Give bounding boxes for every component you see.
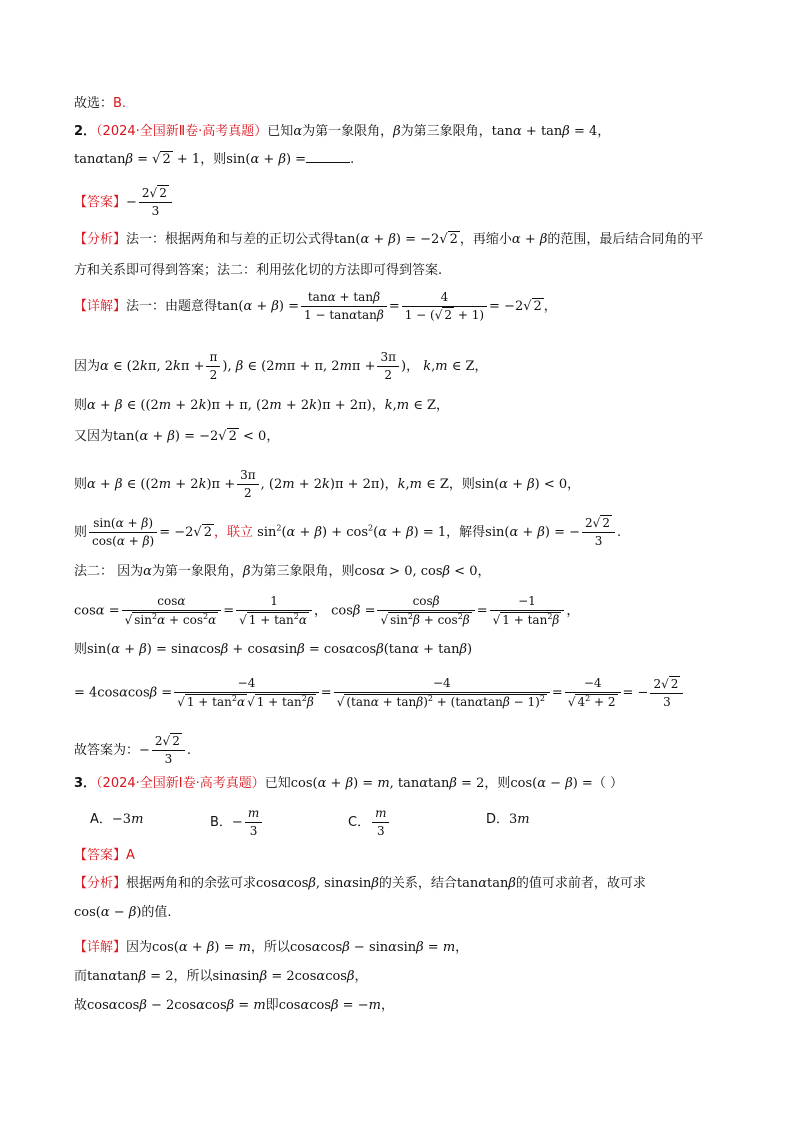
detail-line-22: 故cosαcosβ − 2cosαcosβ = m即cosαcosβ = −m， [74,998,394,1013]
detail-line-5: 因为α ∈ (2kπ, 2kπ + $\frac{\pi}{2}$ ), β ∈ (2mπ + π, 2mπ + $\frac{3\pi}{2}$ )， k,m ∈ Z， [74,350,488,382]
question-2: 2．（2024·全国新Ⅱ卷·高考真题）已知α为第一象限角，β为第三象限角，tanα + tanβ = 4， [74,124,611,139]
answer-blank [306,162,350,163]
final-answer-2: 故答案为：− $\frac{2√ 2}{3}$ . [74,734,191,766]
detail-3: 【详解】因为cos(α + β) = m，所以cosαcosβ − sinαsinβ = m， [74,940,469,955]
option-c: C． $\frac{m}{3}$ [348,806,391,839]
answer-2: 【答案】− $\frac{2√ 2}{3}$ [74,186,174,219]
q2-source: （2024·全国新Ⅱ卷·高考真题） [96,124,268,139]
detail-line-7: 又因为tan(α + β) = −2√ 2 < 0， [74,429,280,444]
option-b: B．− $\frac{m}{3}$ [210,806,264,839]
detail-line-9: 则 $\frac{\sin(\alpha + \beta)}{\cos(\alpha + \beta)}$ = −2√ 2 ，联立 $\sin^2(\alpha + \beta) + \cos^2(\alpha + \beta) = 1$，解得sin(α + β) = − $\frac{2√ 2}{3}$ . [74,516,622,548]
detail-line-11: cosα = $\frac{\cos\alpha}{√ \sin^2\alpha + \cos^2\alpha}$ = $\frac{1}{√ 1 + \tan^2\alpha}$ ， cosβ = $\frac{\cos\beta}{√ \sin^2\beta + \cos^2\beta}$ = $\frac{-1}{√ 1 + \tan^2\beta}$ ， [74,594,580,627]
analysis-3: 【分析】根据两角和的余弦可求cosαcosβ, sinαsinβ的关系，结合tanαtanβ的值可求前者，故可求 [74,876,646,891]
prev-answer-value: B. [113,96,127,111]
question-3: 3．（2024·全国新Ⅰ卷·高考真题）已知cos(α + β) = m, tanαtanβ = 2，则cos(α − β) =（ ） [74,776,623,791]
method-2-line: 法二： 因为α为第一象限角，β为第三象限角，则cosα > 0, cosβ < 0， [74,564,491,579]
answer-3: 【答案】A [74,848,135,863]
detail-2: 【详解】法一：由题意得tan(α + β) = $\frac{\tan\alpha + \tan\beta}{1 - \tan\alpha\tan\beta}$ = $\frac{4}{1 - (√ 2 + 1)}$ = −2√ 2 ， [74,290,557,322]
option-d: D．3m [486,812,530,827]
analysis-2-cont: 方和关系即可得到答案；法二：利用弦化切的方法即可得到答案. [74,263,443,278]
analysis-3-cont: cos(α − β)的值. [74,905,172,920]
detail-line-21: 而tanαtanβ = 2，所以sinαsinβ = 2cosαcosβ， [74,969,368,984]
prev-answer-line: 故选：B. [74,96,127,111]
question-2-cont: tanαtanβ = √ 2 + 1，则sin(α + β) = . [74,152,355,167]
option-a: A．−3m [90,812,144,827]
detail-line-8: 则α + β ∈ ((2m + 2k)π + $\frac{3\pi}{2}$ , (2m + 2k)π + 2π)，k,m ∈ Z，则sin(α + β) < 0， [74,468,581,500]
analysis-2: 【分析】法一：根据两角和与差的正切公式得tan(α + β) = −2√ 2 ，再缩小α + β的范围，最后结合同角的平 [74,232,704,247]
q3-source: （2024·全国新Ⅰ卷·高考真题） [96,776,265,791]
detail-line-12: 则sin(α + β) = sinαcosβ + cosαsinβ = cosαcosβ(tanα + tanβ) [74,642,473,657]
detail-line-6: 则α + β ∈ ((2m + 2k)π + π, (2m + 2k)π + 2π)，k,m ∈ Z， [74,398,450,413]
detail-line-13: = 4cosαcosβ = $\frac{-4}{√ 1 + \tan^2\alpha √ 1 + \tan^2\beta}$ = $\frac{-4}{√ (\tan\alpha + \tan\beta)^2 + (\tan\alpha\tan\beta - 1)^2}$ = $\frac{-4}{√ 4^2 + 2}$ = − $\frac{2√ 2}{3}$ [74,676,685,710]
